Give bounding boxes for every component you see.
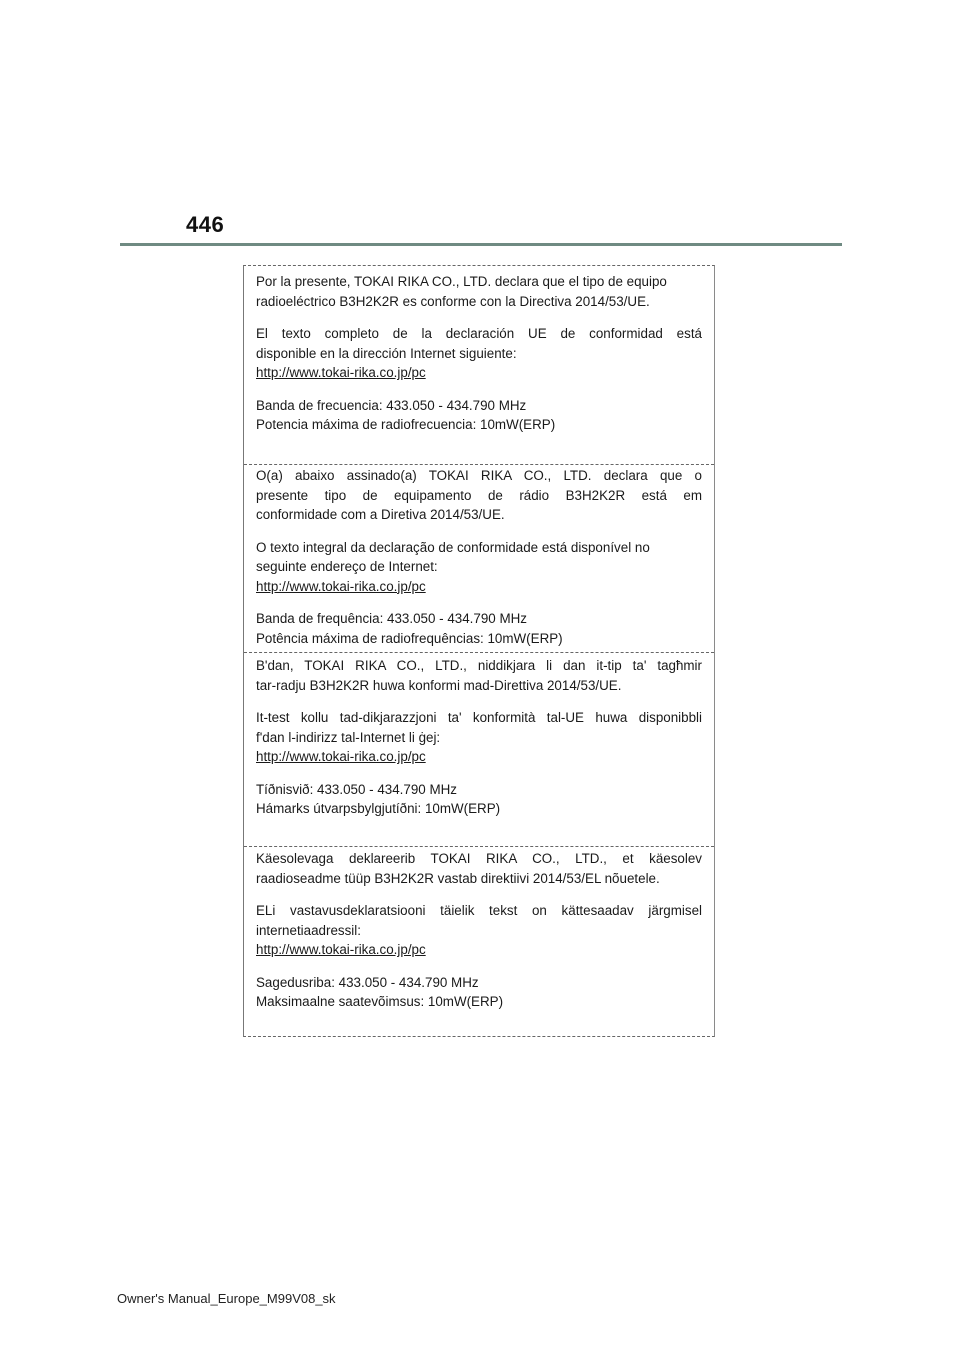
fulltext-line: f'dan l-indirizz tal-Internet li ġej: (256, 729, 441, 745)
declaration-line: Por la presente, TOKAI RIKA CO., LTD. declara que el tipo de equipo (256, 274, 667, 289)
page-number: 446 (186, 212, 225, 237)
declaration-line: tar-radju B3H2K2R huwa konformi mad-Direttiva 2014/53/UE. (256, 677, 622, 693)
declaration-line: B'dan, TOKAI RIKA CO., LTD., niddikjara li dan it-tip ta' tagħmir (256, 658, 702, 673)
max-power: Maksimaalne saatevõimsus: 10mW(ERP) (256, 994, 504, 1009)
declaration-section-mt (244, 656, 714, 819)
declaration-url-link[interactable]: http://www.tokai-rika.co.jp/pc (256, 749, 426, 764)
declaration-scan (243, 265, 715, 1037)
declaration-section-et (244, 849, 714, 1012)
frequency-band: Sagedusriba: 433.050 - 434.790 MHz (256, 974, 479, 990)
section-divider (244, 464, 714, 465)
fulltext-line: El texto completo de la declaración UE de conformidad está (256, 326, 702, 341)
declaration-url-link[interactable]: http://www.tokai-rika.co.jp/pc (256, 578, 426, 594)
declaration-line: radioeléctrico B3H2K2R es conforme con la Directiva 2014/53/UE. (256, 293, 650, 309)
section-divider (244, 652, 714, 653)
declaration-line: conformidade com a Diretiva 2014/53/UE. (256, 507, 505, 522)
max-power: Hámarks útvarpsbylgjutíðni: 10mW(ERP) (256, 801, 501, 816)
declaration-line: O(a) abaixo assinado(a) TOKAI RIKA CO., LTD. declara que o (256, 468, 702, 483)
frequency-band: Banda de frequência: 433.050 - 434.790 MHz (256, 611, 527, 626)
declaration-url-link[interactable]: http://www.tokai-rika.co.jp/pc (256, 365, 426, 380)
frequency-band: Tíðnisvið: 433.050 - 434.790 MHz (256, 781, 457, 797)
fulltext-line: disponible en la dirección Internet siguiente: (256, 345, 517, 361)
declaration-line: Käesolevaga deklareerib TOKAI RIKA CO., LTD., et käesolev (256, 851, 702, 866)
declaration-line: presente tipo de equipamento de rádio B3H2K2R está em (256, 487, 702, 503)
frequency-band: Banda de frecuencia: 433.050 - 434.790 MHz (256, 397, 527, 413)
section-divider (244, 846, 714, 847)
footer-manual-id: Owner's Manual_Europe_M99V08_sk (117, 1291, 336, 1306)
max-power: Potência máxima de radiofrequências: 10mW(ERP) (256, 630, 563, 646)
fulltext-line: It-test kollu tad-dikjarazzjoni ta' konformità tal-UE huwa disponibbli (256, 710, 702, 725)
declaration-section-es (244, 272, 714, 435)
fulltext-line: O texto integral da declaração de conformidade está disponível no (256, 539, 650, 555)
fulltext-line: internetiaadressil: (256, 922, 361, 938)
fulltext-line: seguinte endereço de Internet: (256, 559, 438, 574)
max-power: Potencia máxima de radiofrecuencia: 10mW(ERP) (256, 417, 556, 432)
header-rule (120, 243, 842, 246)
declaration-line: raadioseadme tüüp B3H2K2R vastab direktiivi 2014/53/EL nõuetele. (256, 870, 660, 886)
fulltext-line: ELi vastavusdeklaratsiooni täielik tekst on kättesaadav järgmisel (256, 903, 702, 918)
declaration-section-pt (244, 466, 714, 648)
declaration-url-link[interactable]: http://www.tokai-rika.co.jp/pc (256, 942, 426, 957)
